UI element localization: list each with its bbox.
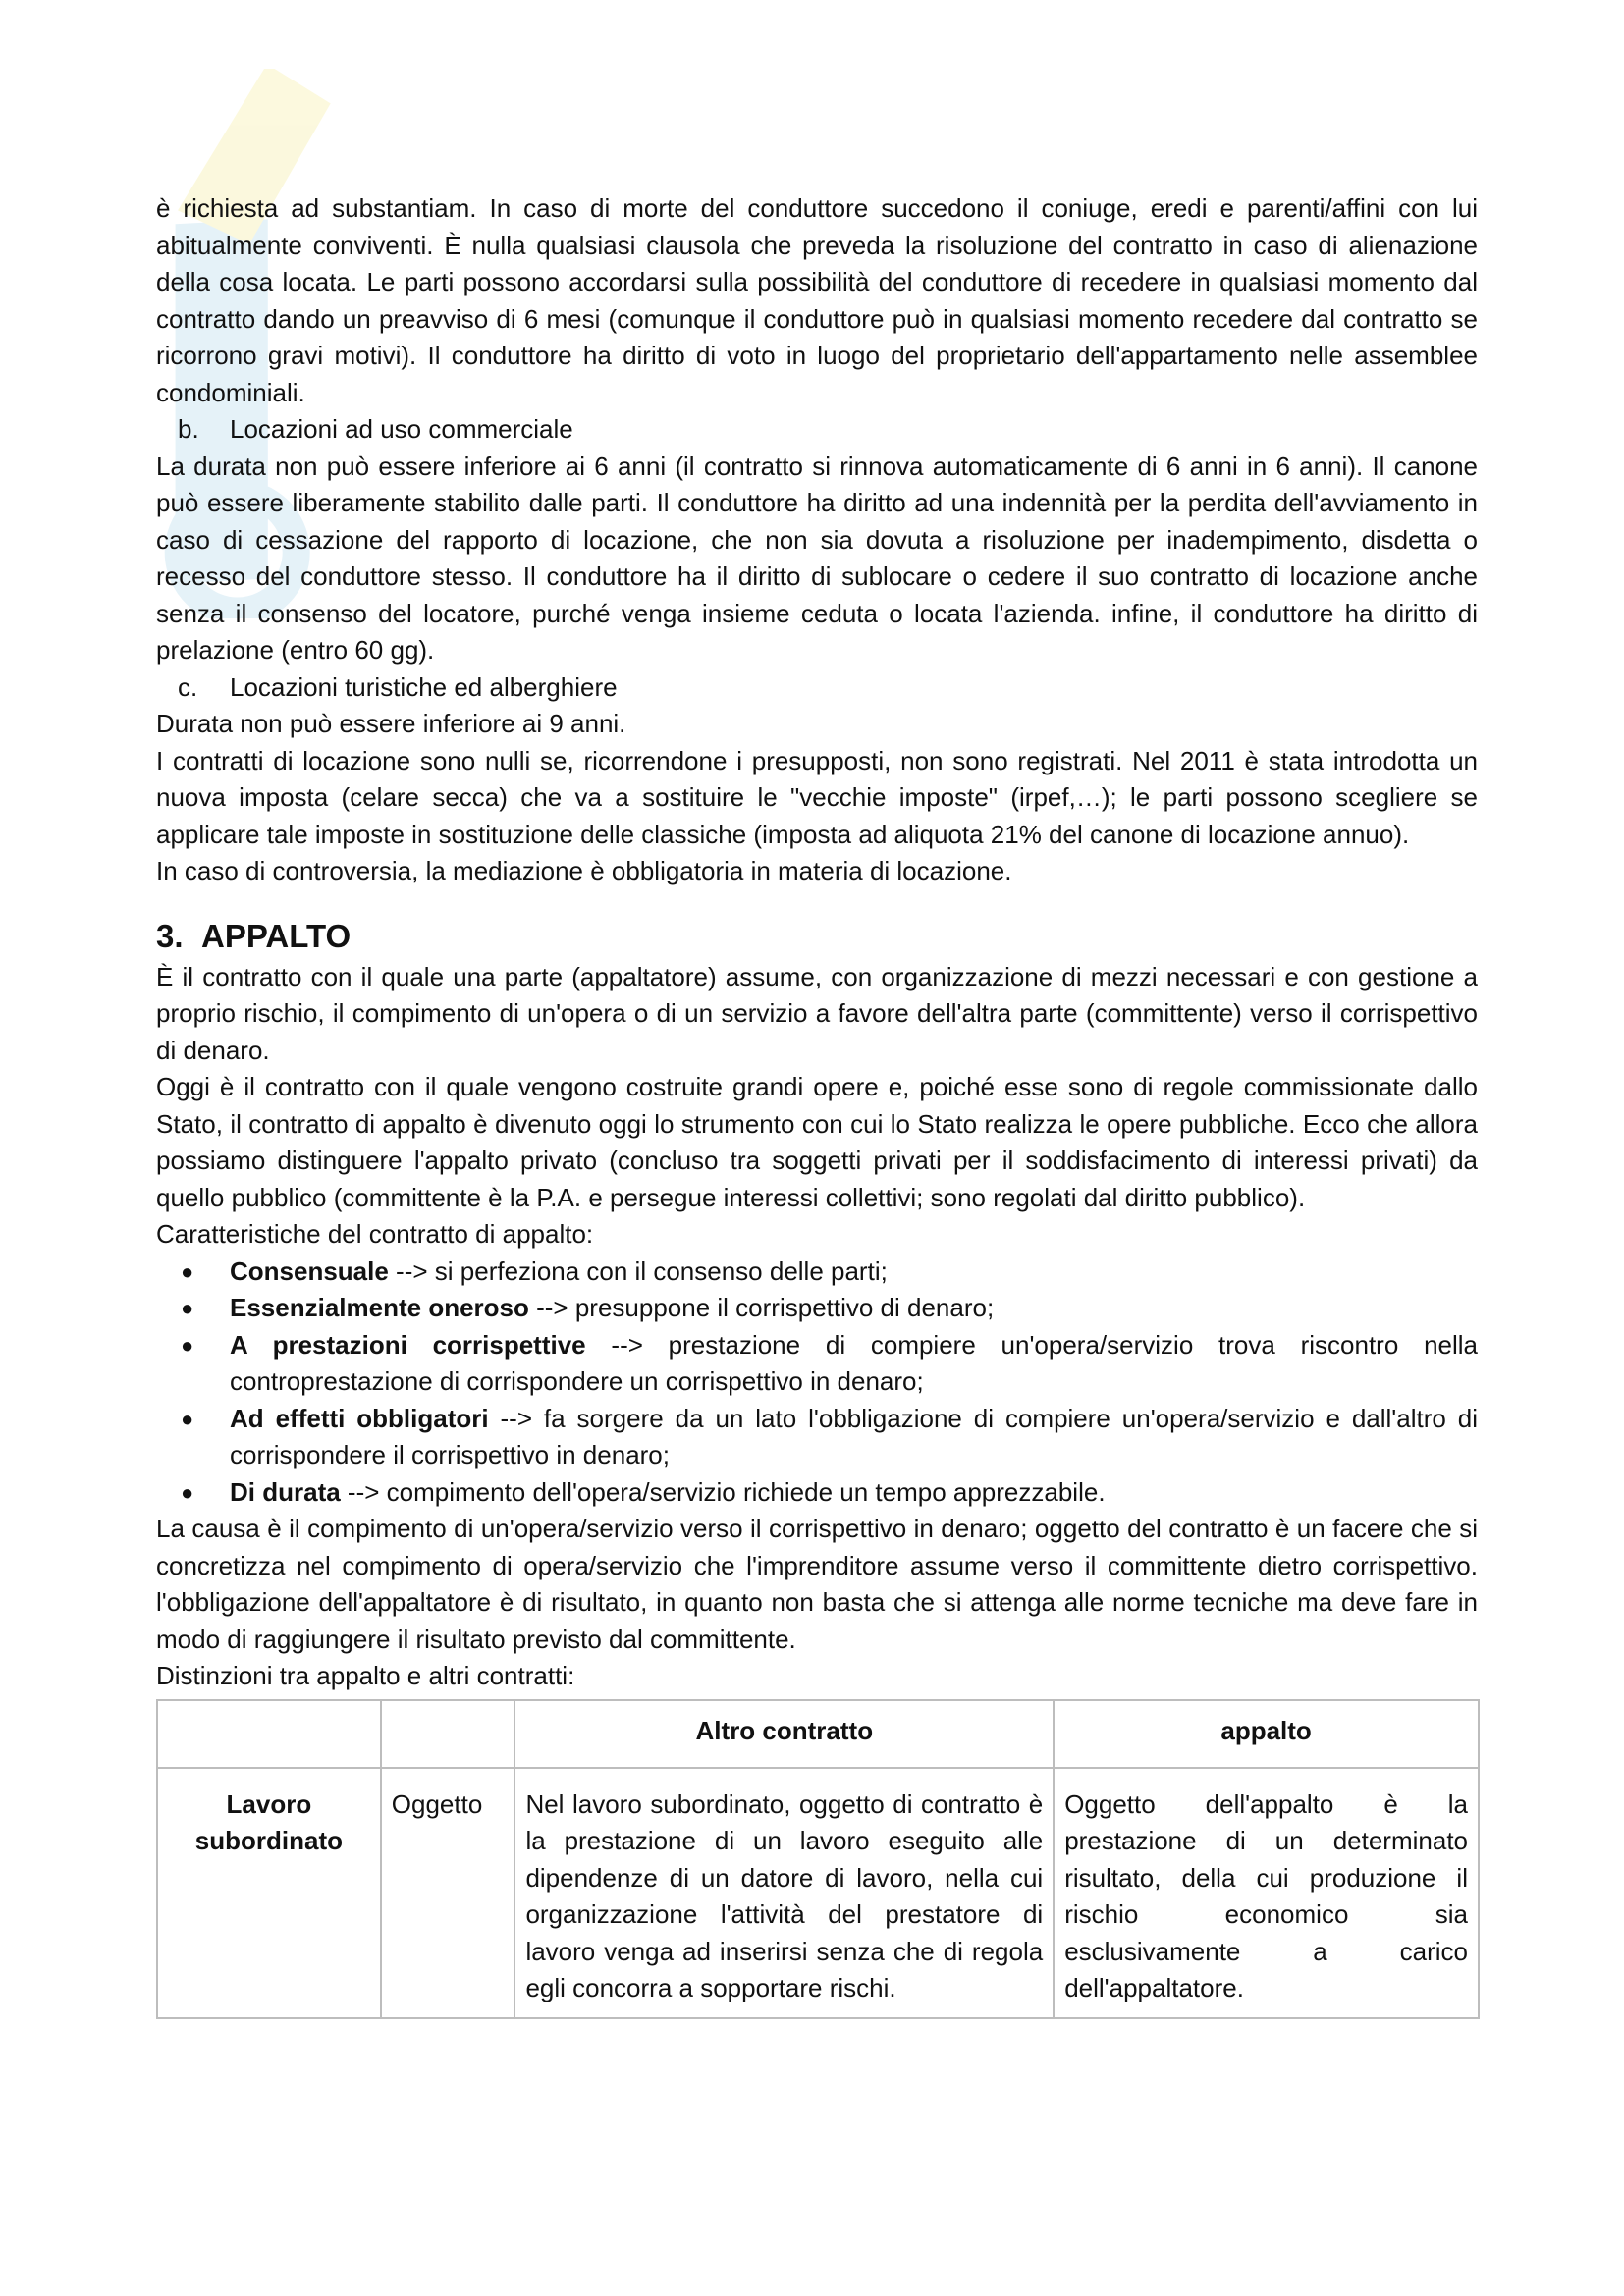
subsection-heading-b (156, 411, 1478, 449)
characteristics-intro: Caratteristiche del contratto di appalto: (156, 1219, 594, 1249)
bullet-icon: ● (181, 1479, 194, 1505)
appalto-today-paragraph: Oggi è il contratto con il quale vengono costruite grandi opere e, poiché esse sono di regole commissionate dallo Stato, il contratto di appalto è divenuto oggi lo strumento con cui lo Stato realizza le opere pubbliche. Ecco che allora possiamo distinguere l'appalto privato (concluso tra soggetti privati per il soddisfacimento di interessi privati) da quello pubblico (committente è la P.A. e persegue interessi collettivi; sono regolati dal diritto pubblico). (156, 1072, 1478, 1212)
subsection-marker: b. (178, 414, 199, 444)
subsection-title: Locazioni ad uso commerciale (230, 414, 573, 444)
appalto-cell: Oggetto dell'appalto è la prestazione di un determinato risultato, della cui produzione il rischio economico sia esclusivamente a carico dell'appaltatore. (1054, 1768, 1479, 2018)
mediation-paragraph: In caso di controversia, la mediazione è obbligatoria in materia di locazione. (156, 856, 1012, 885)
list-item: ● Consensuale --> si perfeziona con il consenso delle parti; (156, 1254, 1478, 1291)
list-item: ● Ad effetti obbligatori --> fa sorgere da un lato l'obbligazione di compiere un'opera/servizio e dall'altro di corrispondere il corrispettivo in denaro; (156, 1401, 1478, 1474)
tourist-lease-paragraph: Durata non può essere inferiore ai 9 anni. (156, 709, 626, 738)
table-header-cell: Altro contratto (514, 1700, 1054, 1768)
subsection-heading-c (156, 669, 1478, 707)
section-number: 3. (156, 917, 184, 954)
table-header-cell: appalto (1054, 1700, 1479, 1768)
bullet-icon: ● (181, 1332, 194, 1358)
section-heading (156, 914, 1478, 959)
distinctions-intro: Distinzioni tra appalto e altri contratti: (156, 1661, 575, 1690)
commercial-lease-paragraph: La durata non può essere inferiore ai 6 anni (il contratto si rinnova automaticamente di 6 anni in 6 anni). Il canone può essere liberamente stabilito dalle parti. Il conduttore ha diritto ad una indennità per la perdita dell'avviamento in caso di cessazione del rapporto di locazione, che non sia dovuta a risoluzione per inadempimento, disdetta o recesso del conduttore stesso. Il conduttore ha il diritto di sublocare o cedere il suo contratto di locazione anche senza il consenso del locatore, purché venga insieme ceduta o locata l'azienda. infine, il conduttore ha diritto di prelazione (entro 60 gg). (156, 451, 1478, 665)
registration-paragraph: I contratti di locazione sono nulli se, ricorrendone i presupposti, non sono registrati. Nel 2011 è stata introdotta un nuova imposta (celare secca) che va a sostituire le "vecchie imposte" (irpef,…); le parti possono scegliere se applicare tale imposte in sostituzione delle classiche (imposta ad aliquota 21% del canone di locazione annuo). (156, 745, 1478, 849)
list-item: ● A prestazioni corrispettive --> prestazione di compiere un'opera/servizio trova riscontro nella controprestazione di corrispondere un corrispettivo in denaro; (156, 1327, 1478, 1401)
bullet-icon: ● (181, 1296, 194, 1320)
row-label-cell: Lavoro subordinato (157, 1768, 381, 2018)
appalto-definition: È il contratto con il quale una parte (appaltatore) assume, con organizzazione di mezzi necessari e con gestione a proprio rischio, il compimento di un'opera o di un servizio a favore dell'altra parte (committente) verso il corrispettivo di denaro. (156, 961, 1478, 1065)
list-item: ● Di durata --> compimento dell'opera/servizio richiede un tempo apprezzabile. (156, 1474, 1478, 1512)
other-contract-cell: Nel lavoro subordinato, oggetto di contratto è la prestazione di un lavoro eseguito alle dipendenze di un datore di lavoro, nella cui organizzazione l'attività del prestatore di lavoro venga ad inserirsi senza che di regola egli concorra a sopportare rischi. (514, 1768, 1054, 2018)
characteristics-list (156, 1254, 1478, 1512)
table-header-cell (381, 1700, 515, 1768)
table-header-row (157, 1700, 1479, 1768)
aspect-cell: Oggetto (381, 1768, 515, 2018)
bullet-icon: ● (181, 1406, 194, 1431)
bullet-icon: ● (181, 1258, 194, 1284)
subsection-title: Locazioni turistiche ed alberghiere (230, 671, 618, 702)
comparison-table (156, 1699, 1480, 2019)
table-header-cell (157, 1700, 381, 1768)
causa-paragraph: La causa è il compimento di un'opera/servizio verso il corrispettivo in denaro; oggetto del contratto è un facere che si concretizza nel compimento di opera/servizio che l'imprenditore assume verso il committente dietro corrispettivo. l'obbligazione dell'appaltatore è di risultato, in quanto non basta che si attenga alle norme tecniche ma deve fare in modo di raggiungere il risultato previsto dal committente. (156, 1514, 1478, 1654)
subsection-marker: c. (178, 671, 198, 702)
section-title: APPALTO (201, 917, 352, 954)
list-item: ● Essenzialmente oneroso --> presuppone il corrispettivo di denaro; (156, 1290, 1478, 1327)
document-page (156, 190, 1478, 2019)
table-row (157, 1768, 1479, 2018)
intro-paragraph: è richiesta ad substantiam. In caso di morte del conduttore succedono il coniuge, eredi e parenti/affini con lui abitualmente conviventi. È nulla qualsiasi clausola che preveda la risoluzione del contratto in caso di alienazione della cosa locata. Le parti possono accordarsi sulla possibilità del conduttore di recedere in qualsiasi momento dal contratto dando un preavviso di 6 mesi (comunque il conduttore può in qualsiasi momento recedere dal contratto se ricorrono gravi motivi). Il conduttore ha diritto di voto in luogo del proprietario dell'appartamento nelle assemblee condominiali. (156, 193, 1478, 407)
